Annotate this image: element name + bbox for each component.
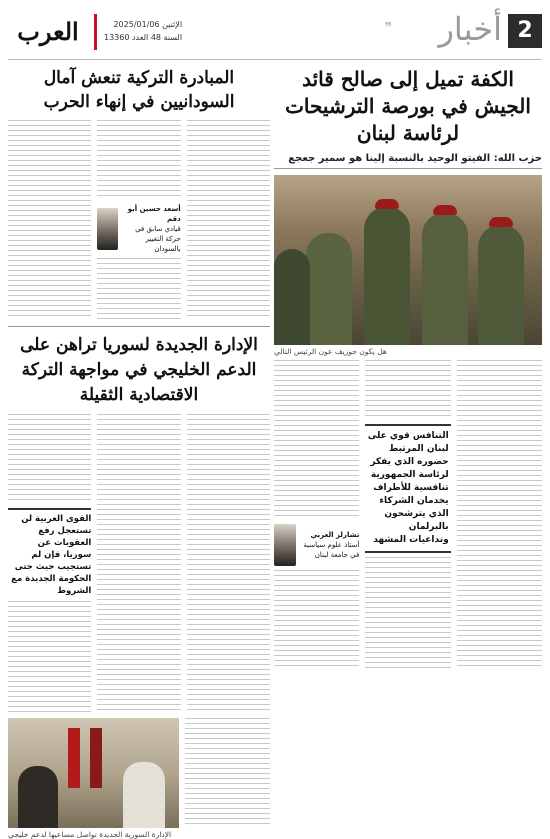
- sudan-story: [8, 66, 270, 320]
- logo-accent-bar: [94, 14, 97, 50]
- author-title: قيادي سابق في حركة التغيير بالسودان: [135, 225, 181, 253]
- main-photo-caption: هل يكون جوزيف عون الرئيس التالي: [274, 347, 387, 356]
- main-subheadline: حزب الله: الفيتو الوحيد بالنسبة إلينا هو سمير جعجع: [274, 153, 542, 169]
- newspaper-logo: العرب: [17, 17, 79, 46]
- main-body-col-3: [274, 360, 359, 670]
- main-body-col-1: [457, 360, 542, 670]
- sudan-author-box: [97, 204, 180, 254]
- syria-body-col-3: [8, 414, 91, 714]
- sudan-body-col-1: [187, 120, 270, 320]
- main-author-box: [274, 524, 359, 566]
- main-body-columns: [274, 360, 542, 670]
- syria-body-col-1: [187, 414, 270, 714]
- page-number: 2: [508, 14, 542, 48]
- author-photo: [97, 208, 117, 250]
- author-name: تشارلز العربي: [310, 531, 360, 539]
- sudan-body-col-3: [8, 120, 91, 320]
- syria-photo-caption: الإدارة السورية الجديدة تواصل مساعيها لدعم خليجي: [8, 830, 172, 839]
- photo-figure: [306, 233, 352, 345]
- syria-photo: [8, 718, 179, 828]
- author-title: أستاذ علوم سياسية في جامعة لبنان: [303, 541, 360, 559]
- quote-mark-icon: ❞: [384, 20, 392, 36]
- photo-beret: [489, 217, 513, 227]
- left-column: [8, 66, 270, 839]
- syria-body-col-2: [97, 414, 180, 714]
- main-photo: [274, 175, 542, 345]
- main-story: [274, 66, 542, 670]
- photo-figure: [18, 766, 58, 828]
- sudan-headline: المبادرة التركية تنعش آمال السودانيين في إنهاء الحرب: [43, 68, 235, 112]
- photo-figure: [123, 762, 165, 828]
- photo-beret: [375, 199, 399, 209]
- main-body-col-2: [365, 360, 450, 670]
- issue-meta: [104, 18, 182, 44]
- photo-flag: [68, 728, 80, 788]
- section-title: أخبار: [438, 10, 502, 48]
- author-name: أسعد حسين أبو دقم: [127, 205, 181, 223]
- photo-figure: [422, 213, 468, 345]
- masthead: [8, 8, 542, 60]
- photo-figure: [364, 207, 410, 345]
- issue-date: الإثنين 2025/01/06: [113, 20, 183, 29]
- issue-number: السنة 48 العدد 13360: [104, 33, 183, 42]
- photo-figure: [274, 249, 310, 345]
- main-pull-quote: التنافس قوي على لبنان المرتبط حضوره الذي يفكر لرئاسة الجمهورية تنافسية للأطراف يخدمان الشركاء الذي يترشحون بالبرلمان وتداعيات المشهد: [365, 424, 450, 553]
- sudan-body-col-2: [97, 120, 180, 320]
- story-divider: [8, 326, 270, 327]
- syria-headline: الإدارة الجديدة لسوريا تراهن على الدعم الخليجي في مواجهة التركة الاقتصادية الثقيلة: [20, 335, 258, 405]
- photo-figure: [478, 225, 524, 345]
- photo-flag: [90, 728, 102, 788]
- syria-story: [8, 333, 270, 839]
- photo-beret: [433, 205, 457, 215]
- syria-side-quote: القوى الغربية لن تستعجل رفع العقوبات عن سوريا، فإن لم تستجيب حيث حتى الحكومة الجديدة مع الشروط: [8, 508, 91, 597]
- main-headline: الكفة تميل إلى صالح قائد الجيش في بورصة الترشيحات لرئاسة لبنان: [285, 67, 531, 145]
- author-photo: [274, 524, 296, 566]
